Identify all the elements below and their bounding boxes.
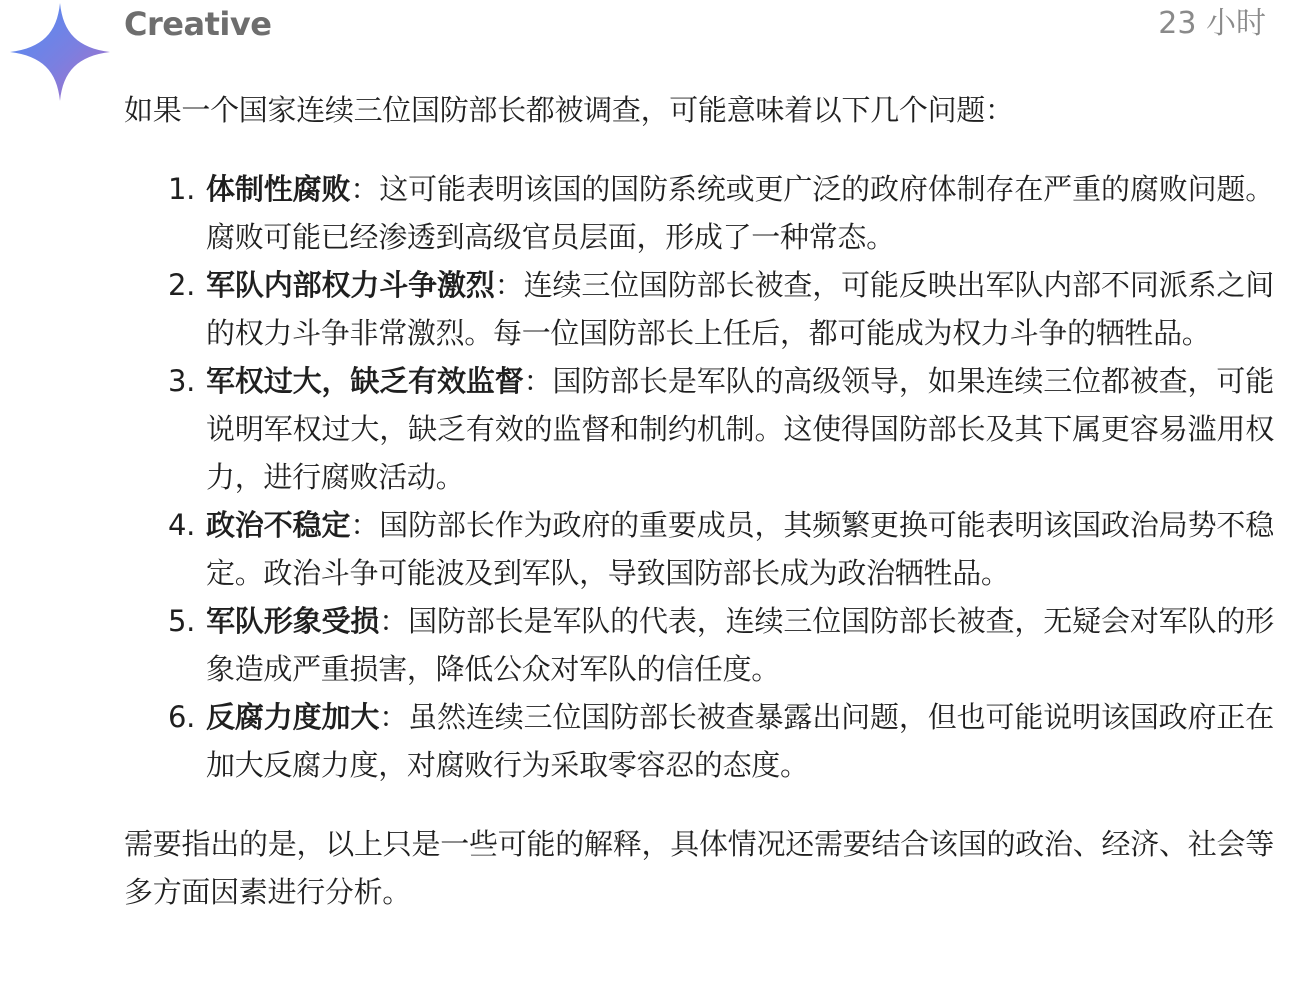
message-timestamp: 23 小时 [1158, 6, 1266, 41]
list-item-text: 国防部长是军队的代表，连续三位国防部长被查，无疑会对军队的形象造成严重损害，降低公众对军队的信任度。 [206, 604, 1274, 686]
list-item-separator: ： [379, 700, 409, 734]
message-body [124, 86, 1274, 916]
list-item-title: 军队内部权力斗争激烈 [206, 268, 495, 302]
list-item-number: 6. [168, 700, 196, 734]
list-item [124, 261, 1274, 357]
list-item-text: 连续三位国防部长被查，可能反映出军队内部不同派系之间的权力斗争非常激烈。每一位国防部长上任后，都可能成为权力斗争的牺牲品。 [206, 268, 1275, 350]
list-item [124, 165, 1274, 261]
list-item-number: 3. [168, 364, 196, 398]
list-item-separator: ： [379, 604, 409, 638]
gemini-sparkle-icon [10, 3, 110, 101]
intro-paragraph: 如果一个国家连续三位国防部长都被调查，可能意味着以下几个问题： [124, 93, 1014, 127]
list-item-title: 政治不稳定 [206, 508, 351, 542]
list-item [124, 693, 1274, 789]
list-item-separator: ： [350, 508, 380, 542]
list-item-text: 国防部长作为政府的重要成员，其频繁更换可能表明该国政治局势不稳定。政治斗争可能波及到军队，导致国防部长成为政治牺牲品。 [206, 508, 1275, 590]
list-item-number: 2. [168, 268, 196, 302]
list-item-number: 5. [168, 604, 196, 638]
list-item-title: 军队形象受损 [206, 604, 380, 638]
list-item-text: 虽然连续三位国防部长被查暴露出问题，但也可能说明该国政府正在加大反腐力度，对腐败行为采取零容忍的态度。 [206, 700, 1274, 782]
assistant-avatar [10, 3, 110, 101]
list-item-title: 反腐力度加大 [206, 700, 380, 734]
list-item-separator: ： [523, 364, 553, 398]
list-item-separator: ： [350, 172, 380, 206]
list-item [124, 357, 1274, 501]
list-item-title: 军权过大，缺乏有效监督 [206, 364, 524, 398]
list-item-text: 这可能表明该国的国防系统或更广泛的政府体制存在严重的腐败问题。腐败可能已经渗透到高级官员层面，形成了一种常态。 [206, 172, 1275, 254]
list-item-number: 1. [168, 172, 196, 206]
list-item [124, 501, 1274, 597]
list-item [124, 597, 1274, 693]
author-name: Creative [124, 5, 272, 43]
list-item-number: 4. [168, 508, 196, 542]
reasons-list [124, 165, 1274, 789]
list-item-text: 国防部长是军队的高级领导，如果连续三位都被查，可能说明军权过大，缺乏有效的监督和制约机制。这使得国防部长及其下属更容易滥用权力，进行腐败活动。 [206, 364, 1274, 494]
closing-paragraph: 需要指出的是，以上只是一些可能的解释，具体情况还需要结合该国的政治、经济、社会等多方面因素进行分析。 [124, 827, 1274, 909]
list-item-title: 体制性腐败 [206, 172, 351, 206]
list-item-separator: ： [494, 268, 524, 302]
message-header [124, 2, 1266, 46]
